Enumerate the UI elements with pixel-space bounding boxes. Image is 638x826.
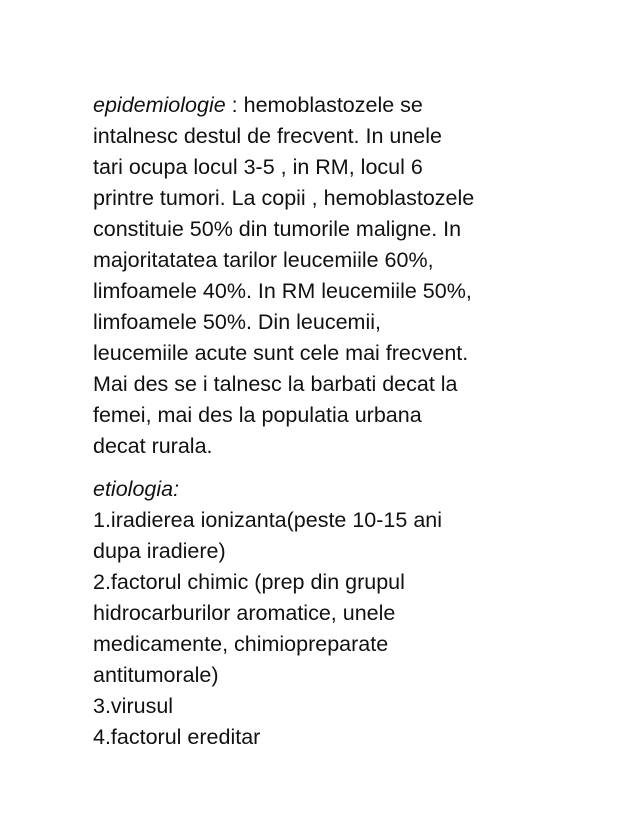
epidemiology-line: printre tumori. La copii , hemoblastozele <box>93 186 475 210</box>
epidemiology-heading: epidemiologie <box>93 93 226 117</box>
epidemiology-line: constituie 50% din tumorile maligne. In <box>93 217 462 241</box>
epidemiology-line: limfoamele 40%. In RM leucemiile 50%, <box>93 279 472 303</box>
etiology-line: 1.iradierea ionizanta(peste 10-15 ani <box>93 508 443 532</box>
etiology-line: medicamente, chimiopreparate <box>93 632 389 656</box>
etiology-paragraph <box>93 474 573 753</box>
etiology-line: antitumorale) <box>93 663 219 687</box>
epidemiology-line: limfoamele 50%. Din leucemii, <box>93 310 381 334</box>
epidemiology-line: intalnesc destul de frecvent. In unele <box>93 124 442 148</box>
document-page <box>93 90 573 753</box>
epidemiology-line: tari ocupa locul 3-5 , in RM, locul 6 <box>93 155 423 179</box>
etiology-heading: etiologia: <box>93 477 180 501</box>
epidemiology-paragraph <box>93 90 573 462</box>
epidemiology-line: decat rurala. <box>93 434 213 458</box>
etiology-line: hidrocarburilor aromatice, unele <box>93 601 396 625</box>
etiology-line: dupa iradiere) <box>93 539 226 563</box>
etiology-line: 2.factorul chimic (prep din grupul <box>93 570 405 594</box>
epidemiology-line: : hemoblastozele se <box>225 93 423 117</box>
epidemiology-line: femei, mai des la populatia urbana <box>93 403 422 427</box>
etiology-line: 3.virusul <box>93 694 174 718</box>
epidemiology-line: majoritatatea tarilor leucemiile 60%, <box>93 248 434 272</box>
epidemiology-first-line <box>93 90 573 121</box>
epidemiology-line: Mai des se i talnesc la barbati decat la <box>93 372 458 396</box>
etiology-line: 4.factorul ereditar <box>93 725 261 749</box>
epidemiology-line: leucemiile acute sunt cele mai frecvent. <box>93 341 469 365</box>
